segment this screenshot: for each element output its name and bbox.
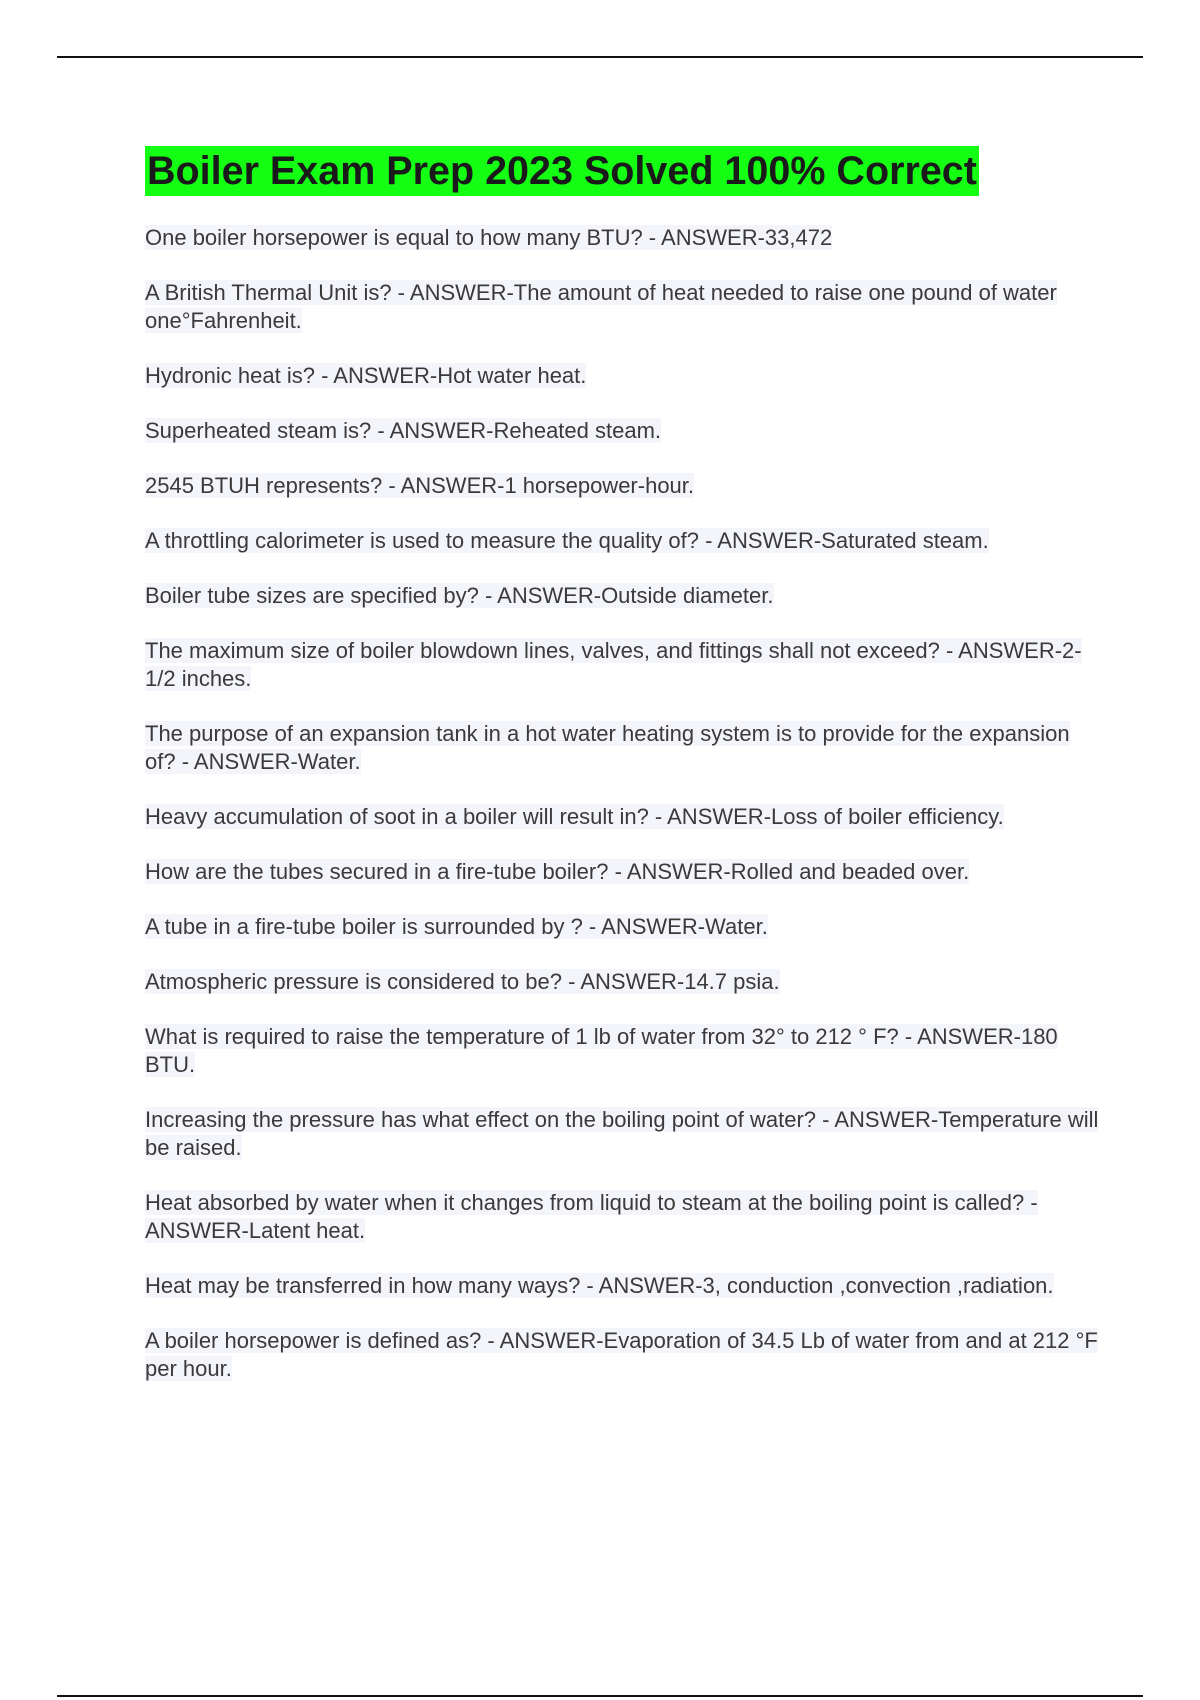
- header-rule: [57, 56, 1143, 58]
- qa-item: Boiler tube sizes are specified by? - ANSWER-Outside diameter.: [145, 583, 774, 608]
- qa-item: 2545 BTUH represents? - ANSWER-1 horsepower-hour.: [145, 473, 695, 498]
- document-body: [145, 146, 1105, 1410]
- qa-item: Superheated steam is? - ANSWER-Reheated steam.: [145, 418, 662, 443]
- qa-item: Heavy accumulation of soot in a boiler will result in? - ANSWER-Loss of boiler efficiency.: [145, 804, 1004, 829]
- qa-item: Atmospheric pressure is considered to be? - ANSWER-14.7 psia.: [145, 969, 780, 994]
- qa-item: A British Thermal Unit is? - ANSWER-The amount of heat needed to raise one pound of water one°Fahrenheit.: [145, 280, 1057, 333]
- qa-item: Heat may be transferred in how many ways? - ANSWER-3, conduction ,convection ,radiation.: [145, 1273, 1054, 1298]
- qa-item: The purpose of an expansion tank in a hot water heating system is to provide for the expansion of? - ANSWER-Water.: [145, 721, 1070, 774]
- qa-item: How are the tubes secured in a fire-tube boiler? - ANSWER-Rolled and beaded over.: [145, 859, 970, 884]
- title-block: [145, 146, 1105, 196]
- qa-item: A throttling calorimeter is used to measure the quality of? - ANSWER-Saturated steam.: [145, 528, 989, 553]
- qa-item: The maximum size of boiler blowdown lines, valves, and fittings shall not exceed? - ANSWER-2-1/2 inches.: [145, 638, 1082, 691]
- qa-item: Hydronic heat is? - ANSWER-Hot water heat.: [145, 363, 587, 388]
- document-title: Boiler Exam Prep 2023 Solved 100% Correct: [145, 146, 979, 196]
- qa-item: A boiler horsepower is defined as? - ANSWER-Evaporation of 34.5 Lb of water from and at 212 °F per hour.: [145, 1328, 1098, 1381]
- qa-item: A tube in a fire-tube boiler is surrounded by ? - ANSWER-Water.: [145, 914, 768, 939]
- qa-item: Heat absorbed by water when it changes from liquid to steam at the boiling point is called? - ANSWER-Latent heat.: [145, 1190, 1038, 1243]
- qa-item: What is required to raise the temperature of 1 lb of water from 32° to 212 ° F? - ANSWER-180 BTU.: [145, 1024, 1058, 1077]
- qa-list: [145, 224, 1105, 1383]
- qa-item: Increasing the pressure has what effect on the boiling point of water? - ANSWER-Temperature will be raised.: [145, 1107, 1099, 1160]
- qa-item: One boiler horsepower is equal to how many BTU? - ANSWER-33,472: [145, 225, 833, 250]
- footer-rule: [57, 1695, 1143, 1697]
